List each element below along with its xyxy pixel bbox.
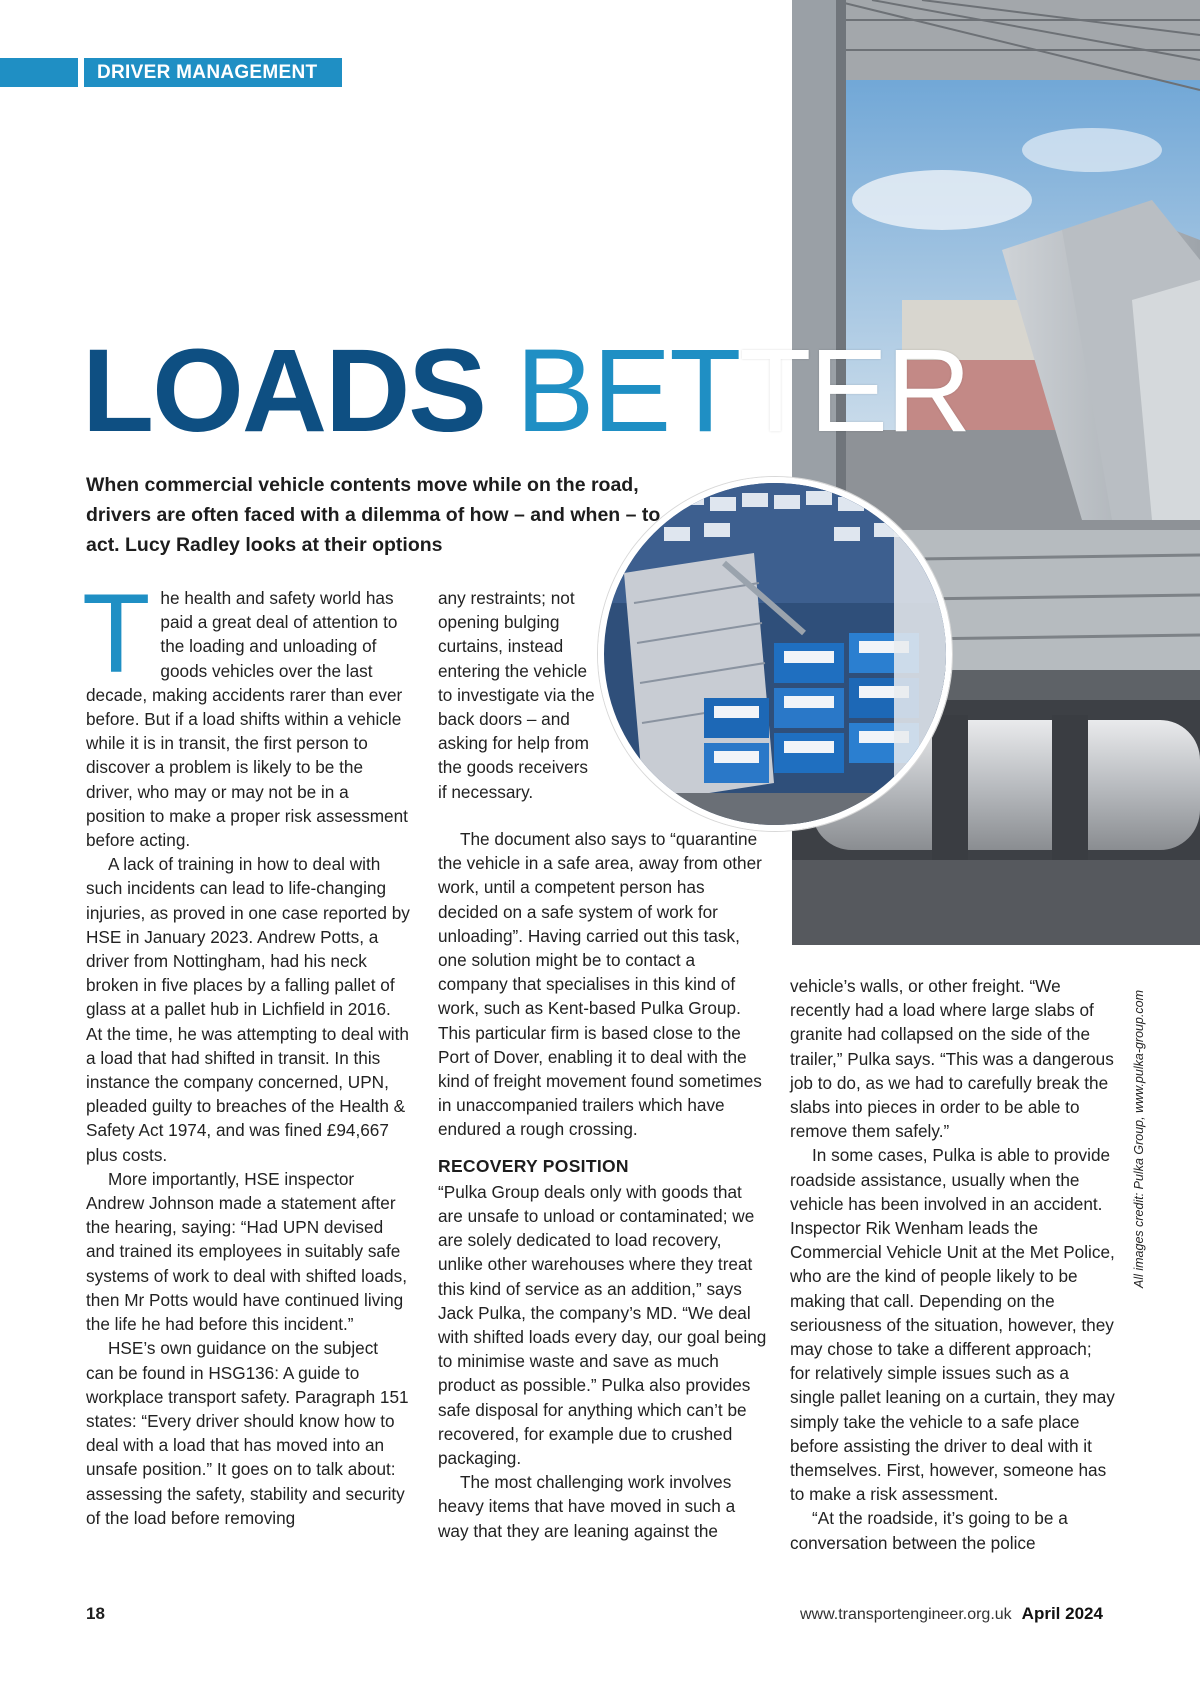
col3-paragraph-2: In some cases, Pulka is able to provide roadside assistance, usually when the vehicle has been involved in an accident. Inspector Rik Wenham leads the Commercial Vehicle Unit at the Met Police, who are the kind of people likely to be making that call. Depending on the seriousness of the situation, however, they may chose to take a different approach; for relatively simple issues such as a single pallet leaning on a curtain, they may simply take the vehicle to a safe place before assisting the driver to deal with it themselves. First, however, someone has to make a risk assessment. [790, 1145, 1115, 1505]
inset-photo-warehouse [598, 477, 952, 831]
page-number: 18 [86, 1604, 105, 1623]
subheading-recovery-position: RECOVERY POSITION [438, 1155, 629, 1176]
footer-info [800, 1604, 1103, 1624]
standfirst: When commercial vehicle contents move while on the road, drivers are often faced with a dilemma of how – and when – to act. Lucy Radley looks at their options [86, 474, 661, 556]
footer-date: April 2024 [1021, 1604, 1103, 1623]
col1-paragraph-1: he health and safety world has paid a great deal of attention to the loading and unloading of goods vehicles over the last decade, making accidents rarer than ever before. But if a load shifts within a vehicle while it is in transit, the first person to discover a problem is likely to be the driver, who may or may not be in a position to make a proper risk assessment before acting. [86, 588, 408, 851]
title-part-3: TER [739, 325, 970, 457]
col1-paragraph-2: A lack of training in how to deal with such incidents can lead to life-changing injuries, as proved in one case reported by HSE in January 2023. Andrew Potts, a driver from Nottingham, had his neck broken in five places by a falling pallet of glass at a pallet hub in Lichfield in 2016. At the time, he was attempting to deal with a load that had shifted in transit. In this instance the company concerned, UPN, pleaded guilty to breaches of the Health & Safety Act 1974, and was fined £94,667 plus costs. [86, 854, 410, 1165]
image-credit: All images credit: Pulka Group, www.pulka-group.com [1132, 989, 1146, 1288]
col2-paragraph-3: “Pulka Group deals only with goods that are unsafe to unload or contaminated; we are solely dedicated to load recovery, unlike other warehouses where they treat this kind of service as an addition,” says Jack Pulka, the company’s MD. “We deal with shifted loads every day, our goal being to minimise waste and save as much product as possible.” Pulka also provides safe disposal for anything which can’t be recovered, for example due to crushed packaging. [438, 1181, 767, 1469]
col1-paragraph-4: HSE’s own guidance on the subject can be found in HSG136: A guide to workplace transport safety. Paragraph 151 states: “Every driver should know how to deal with a load that has moved into an unsafe position.” It goes on to talk about: assessing the safety, stability and security of the load before removing [86, 1338, 409, 1528]
title-part-2: BET [515, 325, 740, 457]
drop-cap: T [82, 571, 151, 696]
body-column-1 [82, 571, 410, 1530]
footer-url: www.transportengineer.org.uk [800, 1606, 1012, 1623]
col1-paragraph-3: More importantly, HSE inspector Andrew Johnson made a statement after the hearing, saying: “Had UPN devised and trained its employees in suitably safe systems of work to deal with shifted loads, then Mr Potts would have continued living the life he had before this incident.” [86, 1168, 407, 1335]
page-title [82, 325, 970, 457]
col2-paragraph-4: The most challenging work involves heavy items that have moved in such a way that they are leaning against the [438, 1472, 736, 1541]
title-part-1: LOADS [82, 325, 485, 457]
col3-paragraph-3: “At the roadside, it’s going to be a conversation between the police [790, 1508, 1068, 1553]
section-bar-accent [0, 58, 78, 87]
body-column-2-top [438, 586, 598, 804]
col3-paragraph-1: vehicle’s walls, or other freight. “We recently had a load where large slabs of granite had collapsed on the side of the trailer,” Pulka says. “This was a dangerous job to do, as we had to carefully break the slabs into pieces in order to be able to remove them safely.” [790, 976, 1114, 1142]
col2-paragraph-2: The document also says to “quarantine the vehicle in a safe area, away from other work, until a competent person has decided on a safe system of work for unloading”. Having carried out this task, one solution might be to contact a company that specialises in this kind of work, such as Kent-based Pulka Group. This particular firm is based close to the Port of Dover, enabling it to deal with the kind of freight movement found sometimes in unaccompanied trailers which have endured a rough crossing. [438, 829, 762, 1140]
body-column-2 [438, 827, 768, 1543]
section-label: DRIVER MANAGEMENT [84, 58, 342, 87]
col2-paragraph-1: any restraints; not opening bulging curtains, instead entering the vehicle to investigate via the back doors – and asking for help from the goods receivers if necessary. [438, 588, 595, 802]
body-column-3 [790, 974, 1116, 1555]
